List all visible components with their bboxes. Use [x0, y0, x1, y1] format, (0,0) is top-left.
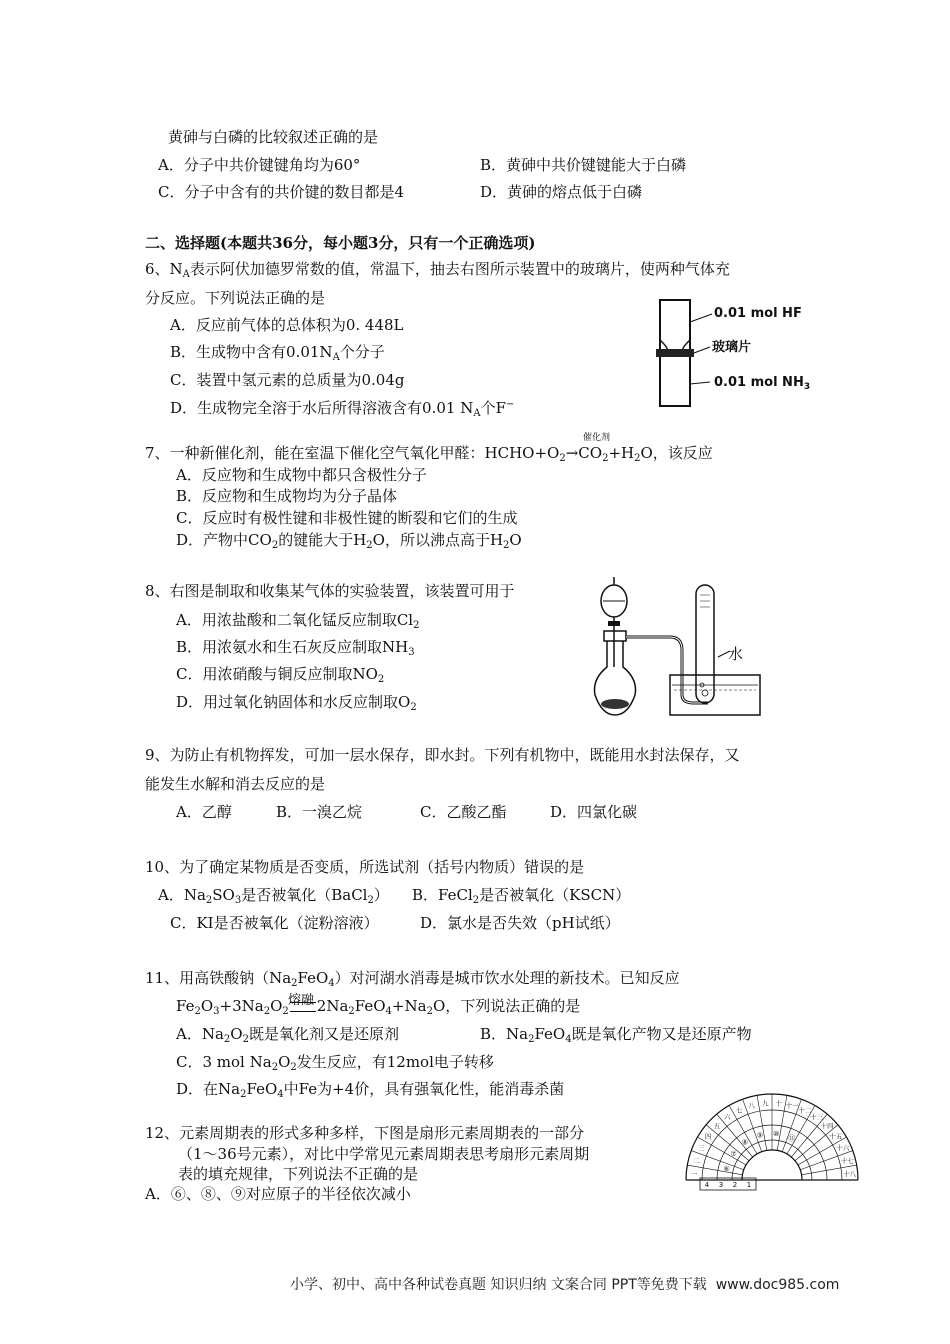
melt-label: 熔融 [288, 993, 315, 1008]
fan-element-number: ⑧ [741, 1138, 749, 1147]
fan-group-label: 十三 [810, 1113, 824, 1122]
fan-group-label: 五 [713, 1121, 721, 1130]
q9-stem-line2: 能发生水解和消去反应的是 [145, 775, 326, 793]
fan-element-number: ⑨ [756, 1131, 763, 1140]
fan-group-label: 十七 [840, 1156, 854, 1165]
fan-periodic-table [672, 1092, 872, 1192]
fan-element-number: ⑪ [788, 1134, 796, 1143]
q5-option-c: C．分子中含有的共价键的数目都是4 [158, 183, 405, 201]
fan-period-number: 3 [718, 1181, 724, 1189]
q7-option-a: A．反应物和生成物中都只含极性分子 [176, 466, 427, 484]
fan-period-number: 1 [746, 1181, 752, 1189]
footer: 小学、初中、高中各种试卷真题 知识归纳 文案合同 PPT等免费下载 www.doc985.com [290, 1277, 840, 1293]
q11-option-b: B．$Na_2FeO_4$既是氧化产物又是还原产物 [480, 1025, 752, 1045]
fan-group-label: 七 [735, 1106, 743, 1115]
q11-option-c: C．3 mol $Na_2O_2$发生反应，有12mol电子转移 [176, 1053, 494, 1073]
glass-plate [656, 349, 694, 357]
fan-group-label: 十五 [829, 1132, 843, 1141]
q9-stem-line1: 9、为防止有机物挥发，可加一层水保存，即水封。下列有机物中，既能用水封法保存，又 [145, 746, 740, 764]
q5-option-a: A．分子中共价键键角均为60° [158, 156, 361, 174]
q9-option-b: B．一溴乙烷 [276, 803, 363, 821]
q12-stem-line2: （1～36号元素），对比中学常见元素周期表思考扇形元素周期 [178, 1145, 590, 1163]
q8-option-d: D．用过氧化钠固体和水反应制取$O_2$ [176, 693, 417, 713]
fan-group-label: 十八 [843, 1170, 857, 1179]
fan-group-label: 四 [704, 1132, 712, 1141]
water-label: 水 [728, 645, 744, 663]
lower-bottle [660, 354, 690, 406]
equals-sign [290, 1002, 316, 1012]
q9-option-d: D．四氯化碳 [550, 803, 638, 821]
q11-stem: 11、用高铁酸钠$(Na_2FeO_4)$对河湖水消毒是城市饮水处理的新技术。已知反应 [145, 969, 680, 989]
label-glass: 玻璃片 [712, 340, 752, 355]
fan-group-label: 二 [693, 1156, 700, 1165]
q8-option-a: A．用浓盐酸和二氧化锰反应制取$Cl_2$ [176, 611, 420, 631]
q5-option-d: D．黄砷的熔点低于白磷 [480, 183, 643, 201]
fan-group-label: 三 [698, 1144, 705, 1153]
q6-stem-line2: 分反应。下列说法正确的是 [145, 289, 326, 307]
fan-period-number: 2 [732, 1181, 738, 1189]
fan-period-number: 4 [704, 1181, 710, 1189]
q9-option-a: A．乙醇 [176, 803, 232, 821]
q11-option-d: D．在$Na_2FeO_4$中Fe为+4价，具有强氧化性，能消毒杀菌 [176, 1080, 565, 1100]
q7-option-d: D．产物中$CO_2$的键能大于$H_2O$，所以沸点高于$H_2O$ [176, 531, 522, 551]
fan-group-label: 十四 [820, 1121, 834, 1130]
stopper [604, 631, 626, 641]
fan-group-label: 六 [724, 1113, 731, 1122]
q8-option-c: C．用浓硝酸与铜反应制取$NO_2$ [176, 665, 385, 685]
q12-stem-line1: 12、元素周期表的形式多种多样，下图是扇形元素周期表的一部分 [145, 1124, 585, 1142]
fan-group-label: 一 [691, 1170, 698, 1179]
q9-option-c: C．乙酸乙酯 [420, 803, 507, 821]
gas-bottles-figure [640, 296, 820, 412]
fan-group-label: 十二 [798, 1106, 812, 1115]
fan-inner-arc [742, 1150, 802, 1180]
label-nh3: 0.01 mol $NH_3$ [714, 375, 811, 392]
fan-element-number: ⑩ [772, 1130, 780, 1139]
q10-option-c: C．KI是否被氧化（淀粉溶液） [170, 914, 379, 932]
fan-element-number: ⑦ [730, 1150, 737, 1159]
q11-option-a: A．$Na_2O_2$既是氧化剂又是还原剂 [176, 1025, 399, 1045]
q7-option-b: B．反应物和生成物均为分子晶体 [176, 487, 398, 505]
footer-url[interactable]: www.doc985.com [715, 1277, 840, 1293]
q10-option-a: A．$Na_2SO_3$是否被氧化（BaCl$_2$） [158, 886, 389, 906]
catalyst-label: 催化剂 [583, 433, 611, 443]
q12-stem-line3: 表的填充规律，下列说法不正确的是 [178, 1165, 419, 1183]
fan-element-number: ⑥ [723, 1164, 730, 1173]
upper-bottle [660, 300, 690, 354]
fan-group-label: 八 [748, 1101, 756, 1110]
q8-option-b: B．用浓氨水和生石灰反应制取$NH_3$ [176, 638, 415, 658]
q10-option-b: B．FeCl$_2$是否被氧化（KSCN） [412, 886, 631, 906]
q5-stem: 黄砷与白磷的比较叙述正确的是 [168, 128, 379, 146]
label-hf: 0.01 mol HF [714, 306, 802, 321]
solid-reagent [601, 699, 629, 709]
q7-option-c: C．反应时有极性键和非极性键的断裂和它们的生成 [176, 509, 518, 527]
q6-option-b: B．生成物中含有$0.01N_A$个分子 [170, 343, 385, 363]
q11-equation: $Fe_2O_3+3Na_2O_2$ $2Na_2FeO_4+Na_2O$，下列说法正确的是 [176, 997, 581, 1017]
q5-option-b: B．黄砷中共价键键能大于白磷 [480, 156, 687, 174]
gas-apparatus-figure [590, 575, 770, 720]
q6-stem-line1: 6、$N_A$表示阿伏加德罗常数的值，常温下，抽去右图所示装置中的玻璃片，使两种气体充 [145, 260, 730, 280]
section-title: 二、选择题(本题共36分，每小题3分，只有一个正确选项) [145, 234, 536, 252]
fan-group-label: 十六 [836, 1144, 850, 1153]
q6-option-a: A．反应前气体的总体积为0. 448L [170, 316, 404, 334]
q10-stem: 10、为了确定某物质是否变质，所选试剂（括号内物质）错误的是 [145, 858, 585, 876]
fan-group-label: 十一 [785, 1101, 799, 1110]
q8-stem: 8、右图是制取和收集某气体的实验装置，该装置可用于 [145, 582, 515, 600]
stopcock [608, 621, 620, 626]
fan-group-label: 十 [775, 1099, 783, 1108]
q7-stem: 7、一种新催化剂，能在室温下催化空气氧化甲醛：$HCHO+O_2\to CO_2+H_2O$，该反应 [145, 444, 713, 464]
q10-option-d: D．氯水是否失效（pH试纸） [420, 914, 620, 932]
q12-option-a: A．⑥、⑧、⑨对应原子的半径依次减小 [145, 1185, 411, 1203]
fan-group-label: 九 [761, 1099, 769, 1108]
q6-option-c: C．装置中氢元素的总质量为0.04g [170, 371, 405, 389]
q6-option-d: D．生成物完全溶于水后所得溶液含有0.01 $N_A$个F− [170, 399, 515, 419]
